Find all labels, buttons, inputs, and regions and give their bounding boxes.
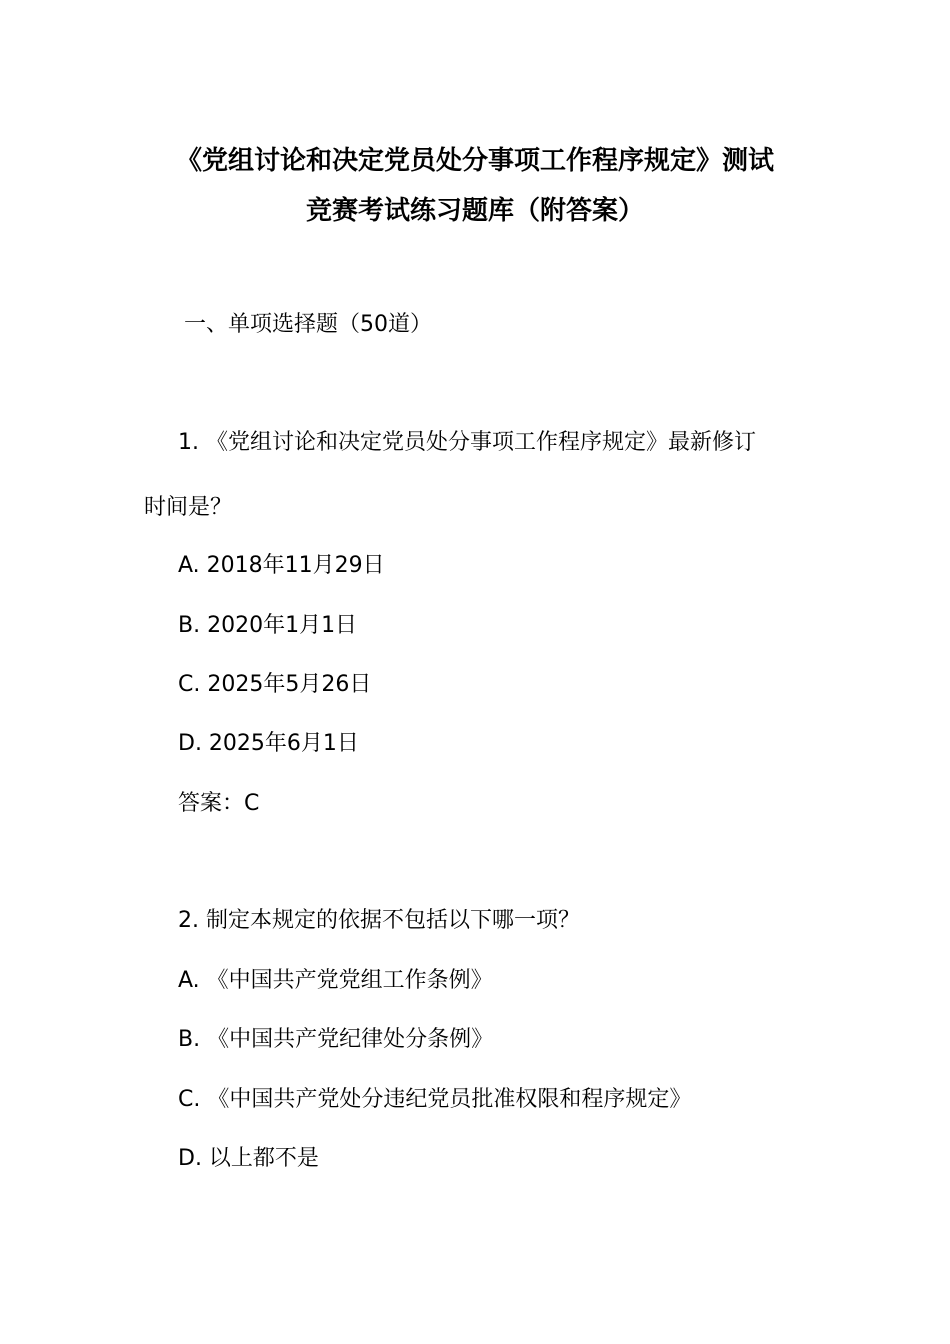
question-1-answer: 答案：C <box>178 791 260 816</box>
question-1-stem-line-2: 时间是？ <box>144 495 233 520</box>
question-1-option-c: C. 2025年5月26日 <box>178 672 372 697</box>
document-title-line-2: 竞赛考试练习题库（附答案） <box>305 196 644 226</box>
question-2-option-b: B. 《中国共产党纪律处分条例》 <box>178 1027 494 1052</box>
question-2-stem-line-1: 2. 制定本规定的依据不包括以下哪一项？ <box>178 908 580 933</box>
question-1-option-d: D. 2025年6月1日 <box>178 731 359 756</box>
question-1-option-b: B. 2020年1月1日 <box>178 613 358 638</box>
question-2-option-a: A. 《中国共产党党组工作条例》 <box>178 968 493 993</box>
question-2-option-d: D. 以上都不是 <box>178 1146 319 1171</box>
section-heading: 一、单项选择题（50道） <box>184 312 432 337</box>
question-2-option-c: C. 《中国共产党处分违纪党员批准权限和程序规定》 <box>178 1087 692 1112</box>
document-title-line-1: 《党组讨论和决定党员处分事项工作程序规定》测试 <box>175 146 774 176</box>
question-1-option-a: A. 2018年11月29日 <box>178 553 385 578</box>
question-1-stem-line-1: 1. 《党组讨论和决定党员处分事项工作程序规定》最新修订 <box>178 430 756 455</box>
